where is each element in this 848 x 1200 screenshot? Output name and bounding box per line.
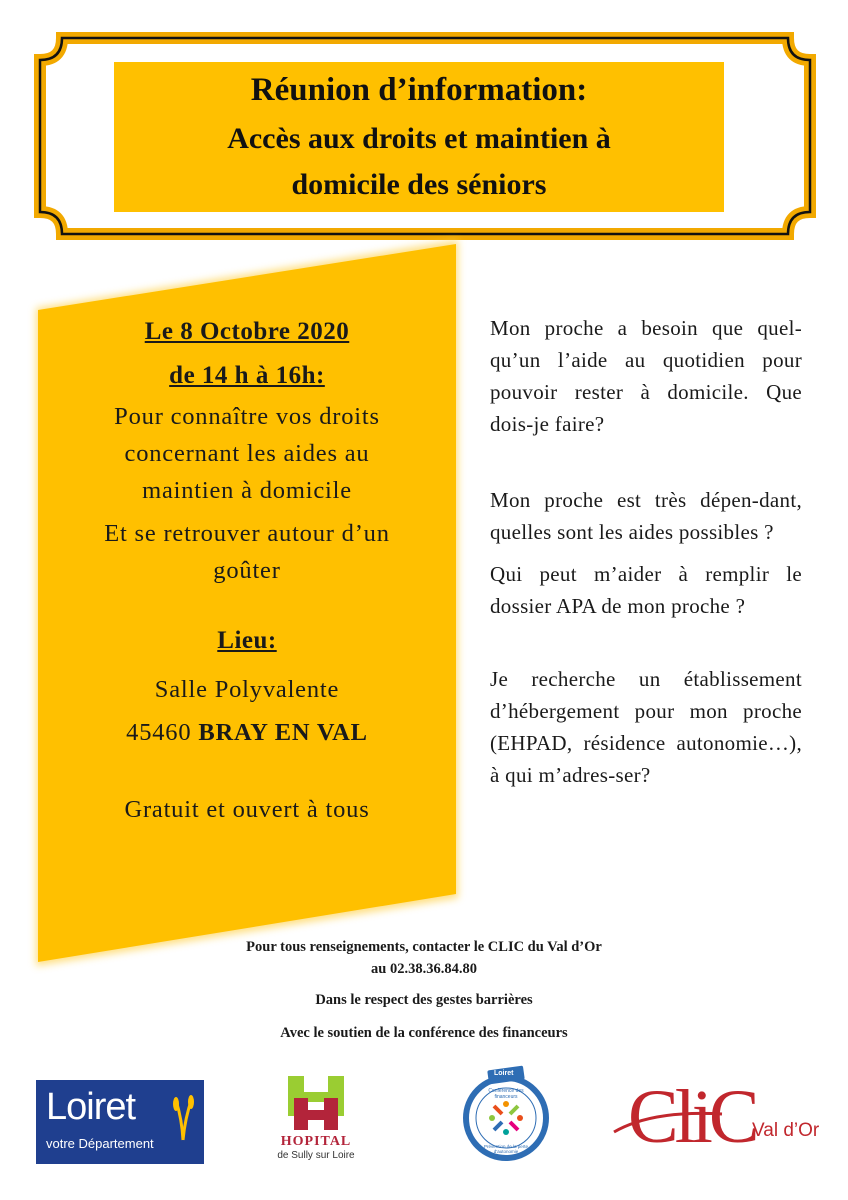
free-text: Gratuit et ouvert à tous <box>124 796 370 823</box>
contact-phone: au 02.38.36.84.80 <box>371 961 477 977</box>
wheat-icon <box>168 1092 198 1142</box>
footer <box>0 936 848 1043</box>
loiret-logo <box>36 1080 204 1164</box>
purpose-line: concernant les aides au <box>124 440 370 467</box>
venue: Salle Polyvalente <box>154 676 340 703</box>
loiret-logo-name: Loiret <box>46 1086 136 1128</box>
conference-logo <box>458 1064 554 1164</box>
hospital-h-icon <box>276 1072 356 1132</box>
conference-ring-bottom: Prévention de la perte d’autonomie <box>483 1144 529 1154</box>
clic-sub: Val d’Or <box>752 1120 820 1141</box>
purpose-line: maintien à domicile <box>142 477 352 504</box>
hopital-sub: de Sully sur Loire <box>277 1150 355 1161</box>
postcode: 45460 <box>126 719 192 746</box>
hopital-logo <box>268 1072 364 1167</box>
event-date: Le 8 Octobre 2020 <box>144 318 350 345</box>
event-time: de 14 h à 16h: <box>169 362 325 389</box>
loiret-logo-tagline: votre Département <box>46 1136 154 1151</box>
questions <box>490 312 802 791</box>
contact-line: Pour tous renseignements, contacter le CLIC du Val d’Or <box>246 939 602 955</box>
question: Je recherche un établissement d’hébergement pour mon proche (EHPAD, résidence autonomie…), à qui m’adres-ser? <box>490 667 802 787</box>
page-subtitle-line2: domicile des séniors <box>291 168 547 201</box>
barrier-text: Dans le respect des gestes barrières <box>315 992 533 1008</box>
clic-name: CliC <box>628 1075 756 1159</box>
page-subtitle-line1: Accès aux droits et maintien à <box>227 122 611 155</box>
event-details <box>62 312 432 828</box>
purpose-line: Pour connaître vos droits <box>114 403 380 430</box>
question: Mon proche est très dépen-dant, quelles sont les aides possibles ? <box>490 488 802 544</box>
title-box <box>114 62 724 212</box>
conference-top: Loiret <box>494 1070 514 1077</box>
support-text: Avec le soutien de la conférence des financeurs <box>280 1025 568 1041</box>
page-title: Réunion d’information: <box>250 72 588 108</box>
hopital-name: HOPITAL <box>280 1134 352 1149</box>
snack-line: Et se retrouver autour d’un <box>104 520 390 547</box>
question: Qui peut m’aider à remplir le dossier APA de mon proche ? <box>490 562 802 618</box>
question: Mon proche a besoin que quel-qu’un l’aide au quotidien pour pouvoir rester à domicile. Que dois-je faire? <box>490 316 802 436</box>
conference-ring-top: Conférence des financeurs <box>488 1088 524 1100</box>
clic-logo <box>612 1075 822 1170</box>
snack-line: goûter <box>213 557 281 584</box>
town: BRAY EN VAL <box>198 719 368 746</box>
place-label: Lieu: <box>217 627 277 654</box>
